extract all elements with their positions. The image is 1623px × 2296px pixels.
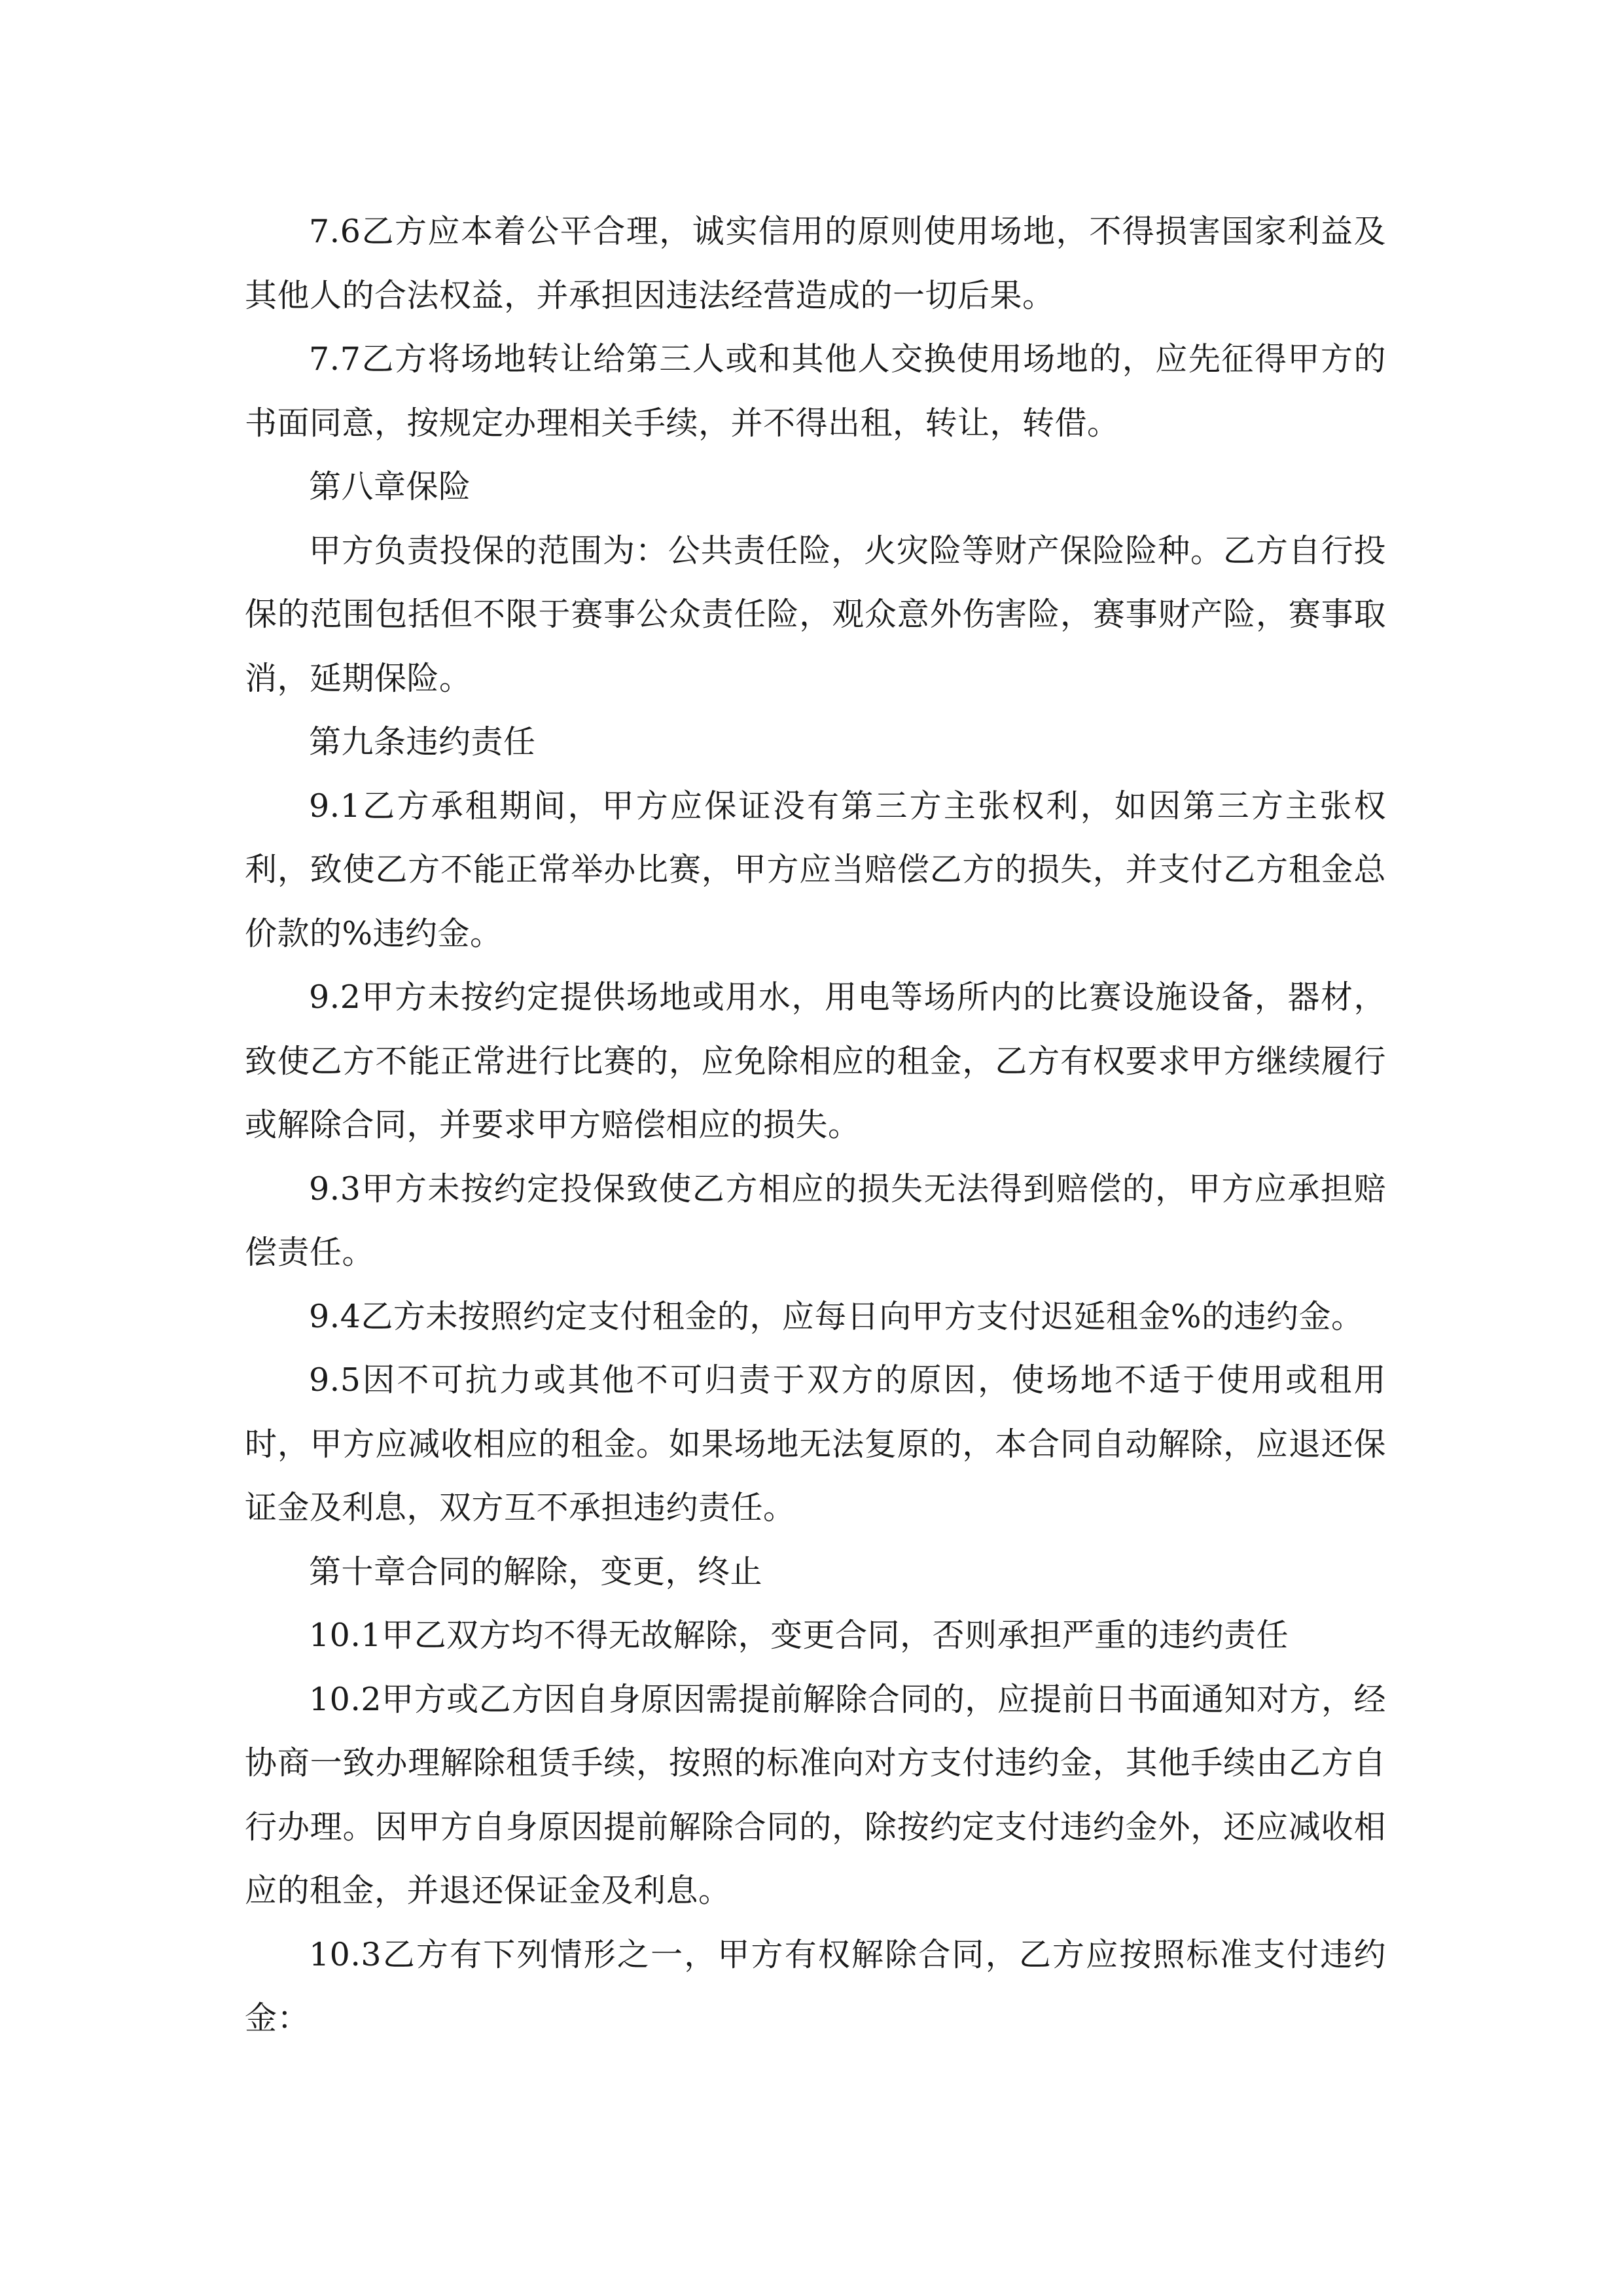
clause-10-1: 10.1甲乙双方均不得无故解除，变更合同，否则承担严重的违约责任 (309, 1617, 1289, 1654)
clause-9-4: 9.4乙方未按照约定支付租金的，应每日向甲方支付迟延租金%的违约金。 (309, 1297, 1364, 1335)
clause-7-7: 7.7乙方将场地转让给第三人或和其他人交换使用场地的，应先征得甲方的书面同意，按规定办理相关手续，并不得出租，转让，转借。 (245, 340, 1386, 442)
clause-9-5: 9.5因不可抗力或其他不可归责于双方的原因，使场地不适于使用或租用时，甲方应减收相应的租金。如果场地无法复原的，本合同自动解除，应退还保证金及利息，双方互不承担违约责任。 (245, 1361, 1386, 1526)
document-body (245, 200, 1386, 2051)
insurance-scope-paragraph: 甲方负责投保的范围为：公共责任险，火灾险等财产保险险种。乙方自行投保的范围包括但不限于赛事公众责任险，观众意外伤害险，赛事财产险，赛事取消，延期保险。 (245, 531, 1386, 697)
clause-10-3: 10.3乙方有下列情形之一，甲方有权解除合同，乙方应按照标准支付违约金： (245, 1935, 1386, 2037)
clause-9-3: 9.3甲方未按约定投保致使乙方相应的损失无法得到赔偿的，甲方应承担赔偿责任。 (245, 1170, 1386, 1271)
chapter-8-heading: 第八章保险 (309, 468, 471, 505)
chapter-10-heading: 第十章合同的解除，变更，终止 (309, 1552, 763, 1590)
clause-7-6: 7.6乙方应本着公平合理，诚实信用的原则使用场地，不得损害国家利益及其他人的合法权益，并承担因违法经营造成的一切后果。 (245, 213, 1386, 314)
clause-9-1: 9.1乙方承租期间，甲方应保证没有第三方主张权利，如因第三方主张权利，致使乙方不能正常举办比赛，甲方应当赔偿乙方的损失，并支付乙方租金总价款的%违约金。 (245, 787, 1386, 952)
article-9-heading: 第九条违约责任 (309, 723, 536, 761)
clause-10-2: 10.2甲方或乙方因自身原因需提前解除合同的，应提前日书面通知对方，经协商一致办理解除租赁手续，按照的标准向对方支付违约金，其他手续由乙方自行办理。因甲方自身原因提前解除合同的，除按约定支付违约金外，还应减收相应的租金，并退还保证金及利息。 (245, 1680, 1386, 1909)
clause-9-2: 9.2甲方未按约定提供场地或用水，用电等场所内的比赛设施设备，器材，致使乙方不能正常进行比赛的，应免除相应的租金，乙方有权要求甲方继续履行或解除合同，并要求甲方赔偿相应的损失。 (245, 978, 1386, 1143)
